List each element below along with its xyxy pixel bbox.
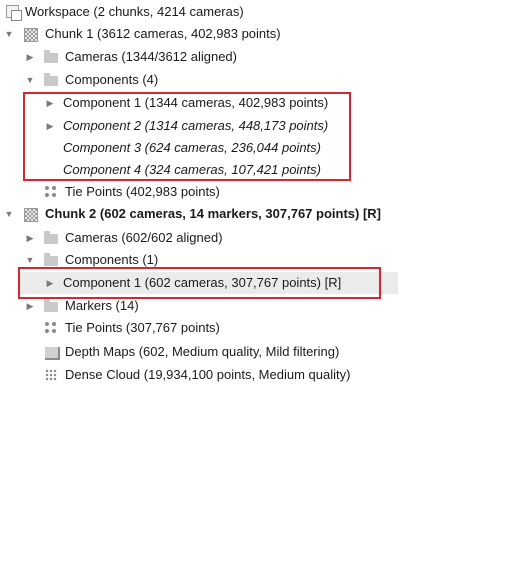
expand-arrow-icon[interactable]: ▶ [26,232,34,243]
dense-cloud-icon [45,369,57,381]
tie-points-icon [45,186,57,198]
tree-item-chunk-1-components[interactable] [0,69,390,91]
tree-item-chunk-2-dense-cloud[interactable] [0,364,390,386]
chunk-icon [24,28,38,42]
chunk-2-components-label: Components (1) [65,252,159,267]
chunk-1-components-label: Components (4) [65,72,159,87]
expand-arrow-icon[interactable]: ▶ [26,300,34,311]
chunk-1-cameras-label: Cameras (1344/3612 aligned) [65,49,237,64]
expand-arrow-icon[interactable]: ▶ [46,120,54,131]
expand-arrow-icon[interactable]: ▶ [46,97,54,108]
collapse-arrow-icon[interactable]: ▼ [25,255,35,265]
chunk-2-cameras-label: Cameras (602/602 aligned) [65,230,223,245]
expand-arrow-icon[interactable]: ▶ [26,51,34,62]
folder-icon [44,234,58,244]
folder-icon [44,53,58,63]
collapse-arrow-icon[interactable]: ▼ [25,75,35,85]
chunk-2-depth-maps-label: Depth Maps (602, Medium quality, Mild filtering) [65,344,340,359]
workspace-label: Workspace (2 chunks, 4214 cameras) [25,4,244,19]
highlight-box-chunk-2-component [18,267,381,299]
collapse-arrow-icon[interactable]: ▼ [4,209,14,219]
chunk-2-label: Chunk 2 (602 cameras, 14 markers, 307,767 points) [R] [45,206,381,221]
folder-icon [44,256,58,266]
tree-item-chunk-1[interactable] [0,23,390,45]
component-label: Component 1 (602 cameras, 307,767 points) [R] [63,275,342,290]
chunk-1-label: Chunk 1 (3612 cameras, 402,983 points) [45,26,281,41]
component-label: Component 1 (1344 cameras, 402,983 points) [63,95,329,110]
component-label: Component 4 (324 cameras, 107,421 points) [63,162,321,177]
chunk-2-dense-cloud-label: Dense Cloud (19,934,100 points, Medium quality) [65,367,351,382]
tree-item-chunk-1-cameras[interactable] [0,46,390,68]
chunk-1-tie-points-label: Tie Points (402,983 points) [65,184,220,199]
tree-item-workspace[interactable] [0,1,390,23]
collapse-arrow-icon[interactable]: ▼ [4,29,14,39]
expand-arrow-icon[interactable]: ▶ [46,277,54,288]
tree-item-chunk-2[interactable] [0,203,390,225]
folder-icon [44,302,58,312]
component-label: Component 2 (1314 cameras, 448,173 points) [63,118,329,133]
tie-points-icon [45,322,57,334]
component-label: Component 3 (624 cameras, 236,044 points) [63,140,321,155]
chunk-2-markers-label: Markers (14) [65,298,139,313]
tree-item-chunk-2-tie-points[interactable] [0,317,390,339]
tree-item-chunk-2-depth-maps[interactable] [0,341,390,363]
tree-item-chunk-2-cameras[interactable] [0,227,390,249]
depth-maps-icon [45,347,60,360]
folder-icon [44,76,58,86]
highlight-box-chunk-1-components [23,92,351,181]
chunk-2-tie-points-label: Tie Points (307,767 points) [65,320,220,335]
tree-item-chunk-1-tie-points[interactable] [0,181,390,203]
workspace-icon [6,5,19,18]
chunk-icon [24,208,38,222]
